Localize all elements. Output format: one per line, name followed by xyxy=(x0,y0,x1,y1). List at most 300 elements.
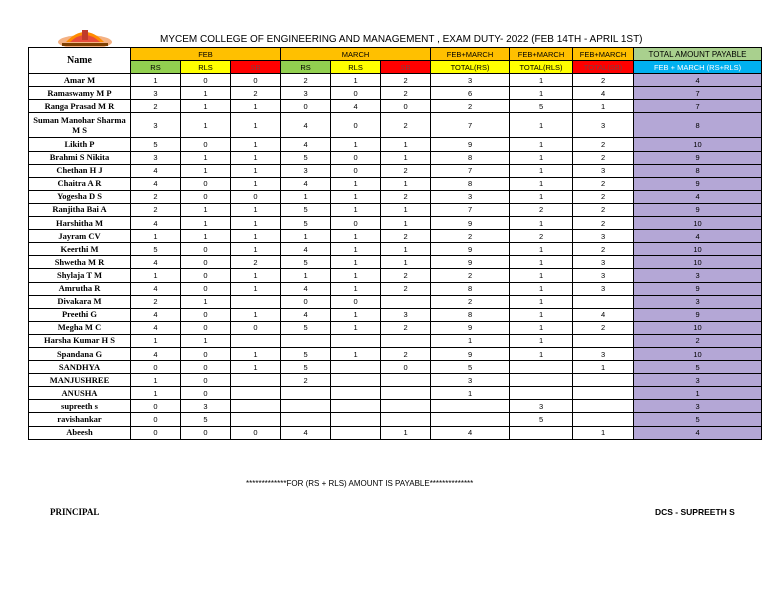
total-payable-cell: 3 xyxy=(634,269,762,282)
duty-count-cell: 1 xyxy=(231,138,281,151)
staff-name: ravishankar xyxy=(29,413,131,426)
duty-count-cell: 0 xyxy=(181,387,231,400)
duty-count-cell: 4 xyxy=(131,177,181,190)
total-payable-cell: 4 xyxy=(634,230,762,243)
table-row xyxy=(29,177,762,190)
table-row xyxy=(29,374,762,387)
duty-count-cell: 1 xyxy=(510,190,573,203)
duty-count-cell xyxy=(231,295,281,308)
duty-count-cell: 1 xyxy=(331,347,381,360)
duty-count-cell xyxy=(510,374,573,387)
duty-count-cell: 7 xyxy=(431,203,510,216)
duty-count-cell: 3 xyxy=(131,87,181,100)
duty-count-cell: 3 xyxy=(573,164,634,177)
duty-count-cell: 1 xyxy=(510,138,573,151)
duty-count-cell: 5 xyxy=(510,413,573,426)
duty-count-cell: 4 xyxy=(131,282,181,295)
duty-count-cell: 3 xyxy=(573,282,634,295)
table-row xyxy=(29,361,762,374)
duty-count-cell: 0 xyxy=(331,113,381,138)
header-march-sb: SB xyxy=(381,61,431,74)
duty-count-cell: 2 xyxy=(431,100,510,113)
duty-count-cell: 5 xyxy=(281,217,331,230)
duty-count-cell: 1 xyxy=(510,282,573,295)
duty-count-cell: 2 xyxy=(281,374,331,387)
duty-count-cell: 5 xyxy=(131,138,181,151)
duty-count-cell: 3 xyxy=(573,347,634,360)
duty-count-cell xyxy=(431,400,510,413)
table-row xyxy=(29,347,762,360)
staff-name: ANUSHA xyxy=(29,387,131,400)
total-payable-cell: 7 xyxy=(634,100,762,113)
duty-count-cell: 2 xyxy=(573,151,634,164)
duty-count-cell: 0 xyxy=(131,361,181,374)
duty-count-cell: 1 xyxy=(181,151,231,164)
duty-count-cell: 1 xyxy=(331,138,381,151)
duty-count-cell xyxy=(510,426,573,439)
staff-name: Shwetha M R xyxy=(29,256,131,269)
table-header-row-1 xyxy=(29,48,762,61)
duty-count-cell: 1 xyxy=(510,308,573,321)
duty-count-cell: 3 xyxy=(281,164,331,177)
header-march: MARCH xyxy=(281,48,431,61)
staff-name: Keerthi M xyxy=(29,243,131,256)
total-payable-cell: 9 xyxy=(634,177,762,190)
total-payable-cell: 4 xyxy=(634,74,762,87)
duty-count-cell: 1 xyxy=(381,256,431,269)
duty-count-cell xyxy=(231,400,281,413)
duty-count-cell: 0 xyxy=(231,426,281,439)
duty-count-cell: 7 xyxy=(431,113,510,138)
staff-name: Amar M xyxy=(29,74,131,87)
duty-count-cell: 2 xyxy=(573,177,634,190)
duty-count-cell: 1 xyxy=(573,100,634,113)
staff-name: Preethi G xyxy=(29,308,131,321)
total-payable-cell: 10 xyxy=(634,138,762,151)
staff-name: Shylaja T M xyxy=(29,269,131,282)
duty-count-cell: 6 xyxy=(431,87,510,100)
header-feb-rls: RLS xyxy=(181,61,231,74)
staff-name: Chaitra A R xyxy=(29,177,131,190)
header-feb-march-sb: FEB+MARCH xyxy=(573,48,634,61)
duty-count-cell: 0 xyxy=(181,138,231,151)
duty-count-cell: 1 xyxy=(131,374,181,387)
total-payable-cell: 4 xyxy=(634,426,762,439)
duty-count-cell: 4 xyxy=(281,113,331,138)
duty-count-cell: 0 xyxy=(181,190,231,203)
duty-count-cell: 8 xyxy=(431,282,510,295)
staff-name: SANDHYA xyxy=(29,361,131,374)
duty-count-cell: 3 xyxy=(510,400,573,413)
duty-count-cell: 1 xyxy=(231,217,281,230)
total-payable-cell: 8 xyxy=(634,113,762,138)
duty-count-cell: 1 xyxy=(573,426,634,439)
total-payable-cell: 2 xyxy=(634,334,762,347)
duty-count-cell: 9 xyxy=(431,243,510,256)
duty-count-cell: 1 xyxy=(510,269,573,282)
duty-count-cell: 4 xyxy=(281,177,331,190)
duty-count-cell xyxy=(573,334,634,347)
duty-count-cell: 0 xyxy=(231,190,281,203)
duty-count-cell: 8 xyxy=(431,308,510,321)
duty-count-cell xyxy=(431,413,510,426)
duty-count-cell: 2 xyxy=(381,87,431,100)
duty-count-cell xyxy=(331,400,381,413)
duty-count-cell: 2 xyxy=(381,113,431,138)
duty-count-cell: 1 xyxy=(510,74,573,87)
header-march-rls: RLS xyxy=(331,61,381,74)
duty-count-cell xyxy=(573,295,634,308)
duty-count-cell: 1 xyxy=(131,74,181,87)
duty-count-cell: 0 xyxy=(331,164,381,177)
duty-count-cell: 0 xyxy=(181,269,231,282)
signatory-label: DCS - SUPREETH S xyxy=(655,507,735,517)
duty-count-cell: 0 xyxy=(331,87,381,100)
duty-count-cell: 3 xyxy=(181,400,231,413)
duty-count-cell: 1 xyxy=(281,190,331,203)
total-payable-cell: 10 xyxy=(634,347,762,360)
table-row xyxy=(29,217,762,230)
duty-count-cell: 4 xyxy=(131,164,181,177)
principal-label: PRINCIPAL xyxy=(50,507,100,517)
duty-count-cell: 1 xyxy=(281,269,331,282)
duty-count-cell: 1 xyxy=(181,217,231,230)
header-total-rls: TOTAL(RLS) xyxy=(510,61,573,74)
total-payable-cell: 9 xyxy=(634,282,762,295)
duty-count-cell: 3 xyxy=(431,74,510,87)
table-body xyxy=(29,74,762,439)
table-row xyxy=(29,113,762,138)
table-row xyxy=(29,256,762,269)
duty-count-cell: 0 xyxy=(181,308,231,321)
duty-count-cell: 3 xyxy=(431,190,510,203)
duty-count-cell: 4 xyxy=(281,138,331,151)
duty-count-cell: 9 xyxy=(431,138,510,151)
duty-count-cell: 2 xyxy=(381,74,431,87)
duty-count-cell: 3 xyxy=(573,230,634,243)
table-row xyxy=(29,295,762,308)
duty-count-cell xyxy=(231,413,281,426)
duty-count-cell: 3 xyxy=(573,269,634,282)
duty-count-cell xyxy=(381,334,431,347)
total-payable-cell: 9 xyxy=(634,203,762,216)
header-feb-march-rls: FEB+MARCH xyxy=(510,48,573,61)
duty-count-cell: 1 xyxy=(331,243,381,256)
duty-count-cell: 1 xyxy=(381,177,431,190)
duty-count-cell: 1 xyxy=(131,387,181,400)
duty-count-cell: 2 xyxy=(381,164,431,177)
duty-count-cell: 0 xyxy=(381,361,431,374)
duty-count-cell: 7 xyxy=(431,164,510,177)
table-row xyxy=(29,334,762,347)
duty-count-cell: 1 xyxy=(510,334,573,347)
staff-name: Divakara M xyxy=(29,295,131,308)
duty-count-cell: 5 xyxy=(281,321,331,334)
duty-count-cell: 5 xyxy=(131,243,181,256)
table-row xyxy=(29,243,762,256)
table-row xyxy=(29,138,762,151)
payable-note: *************FOR (RS + RLS) AMOUNT IS PAYABLE************** xyxy=(246,479,474,488)
duty-count-cell xyxy=(331,426,381,439)
total-payable-cell: 8 xyxy=(634,164,762,177)
duty-count-cell: 1 xyxy=(231,308,281,321)
duty-count-cell: 1 xyxy=(181,164,231,177)
duty-count-cell: 0 xyxy=(181,347,231,360)
duty-count-cell xyxy=(381,387,431,400)
duty-count-cell: 1 xyxy=(181,203,231,216)
header-total-rs: TOTAL(RS) xyxy=(431,61,510,74)
duty-count-cell: 4 xyxy=(131,217,181,230)
table-row xyxy=(29,413,762,426)
total-payable-cell: 3 xyxy=(634,295,762,308)
duty-count-cell: 0 xyxy=(331,217,381,230)
duty-count-cell: 1 xyxy=(510,113,573,138)
duty-count-cell: 0 xyxy=(331,151,381,164)
duty-count-cell: 2 xyxy=(231,256,281,269)
duty-count-cell: 1 xyxy=(381,203,431,216)
duty-count-cell: 5 xyxy=(281,203,331,216)
duty-count-cell: 1 xyxy=(181,230,231,243)
duty-count-cell: 0 xyxy=(181,243,231,256)
duty-count-cell: 8 xyxy=(431,177,510,190)
total-payable-cell: 10 xyxy=(634,256,762,269)
duty-count-cell: 4 xyxy=(331,100,381,113)
staff-name: Likith P xyxy=(29,138,131,151)
duty-count-cell: 3 xyxy=(431,374,510,387)
table-row xyxy=(29,164,762,177)
table-row xyxy=(29,269,762,282)
total-payable-cell: 7 xyxy=(634,87,762,100)
duty-count-cell xyxy=(281,413,331,426)
duty-count-cell: 1 xyxy=(231,361,281,374)
duty-count-cell: 0 xyxy=(231,74,281,87)
duty-count-cell: 0 xyxy=(181,426,231,439)
duty-count-cell: 3 xyxy=(381,308,431,321)
duty-count-cell xyxy=(331,387,381,400)
duty-count-cell: 5 xyxy=(281,361,331,374)
duty-count-cell: 3 xyxy=(573,256,634,269)
duty-count-cell: 4 xyxy=(281,308,331,321)
duty-count-cell: 0 xyxy=(331,295,381,308)
duty-count-cell: 1 xyxy=(181,113,231,138)
duty-count-cell xyxy=(231,334,281,347)
table-row xyxy=(29,203,762,216)
staff-name: Spandana G xyxy=(29,347,131,360)
table-row xyxy=(29,190,762,203)
duty-count-cell xyxy=(381,400,431,413)
duty-count-cell: 1 xyxy=(431,334,510,347)
staff-name: Harshitha M xyxy=(29,217,131,230)
header-feb: FEB xyxy=(131,48,281,61)
duty-count-cell: 2 xyxy=(131,100,181,113)
duty-count-cell: 1 xyxy=(510,295,573,308)
header-name: Name xyxy=(29,48,131,74)
duty-count-cell: 1 xyxy=(231,269,281,282)
total-payable-cell: 5 xyxy=(634,413,762,426)
staff-name: Abeesh xyxy=(29,426,131,439)
duty-count-cell: 1 xyxy=(331,308,381,321)
duty-count-cell: 0 xyxy=(181,74,231,87)
duty-count-cell: 3 xyxy=(131,151,181,164)
table-row xyxy=(29,387,762,400)
duty-count-cell: 0 xyxy=(131,426,181,439)
duty-count-cell: 1 xyxy=(231,243,281,256)
duty-count-cell: 1 xyxy=(510,177,573,190)
duty-count-cell: 3 xyxy=(131,113,181,138)
duty-count-cell: 2 xyxy=(573,321,634,334)
table-row xyxy=(29,282,762,295)
staff-name: Ranjitha Bai A xyxy=(29,203,131,216)
duty-count-cell xyxy=(573,400,634,413)
duty-count-cell: 2 xyxy=(381,347,431,360)
staff-name: Suman Manohar Sharma M S xyxy=(29,113,131,138)
total-payable-cell: 3 xyxy=(634,400,762,413)
duty-count-cell: 1 xyxy=(231,164,281,177)
table-row xyxy=(29,426,762,439)
total-payable-cell: 1 xyxy=(634,387,762,400)
duty-count-cell: 0 xyxy=(231,321,281,334)
duty-count-cell: 4 xyxy=(131,321,181,334)
duty-count-cell: 1 xyxy=(331,74,381,87)
duty-count-cell: 4 xyxy=(131,308,181,321)
duty-count-cell: 3 xyxy=(573,113,634,138)
duty-count-cell: 1 xyxy=(381,151,431,164)
duty-count-cell xyxy=(510,387,573,400)
duty-count-cell xyxy=(281,334,331,347)
duty-count-cell: 1 xyxy=(281,230,331,243)
duty-count-cell: 0 xyxy=(181,177,231,190)
duty-count-cell: 9 xyxy=(431,347,510,360)
duty-count-cell: 1 xyxy=(231,100,281,113)
table-row xyxy=(29,74,762,87)
duty-count-cell: 5 xyxy=(281,256,331,269)
header-march-rs: RS xyxy=(281,61,331,74)
duty-count-cell: 1 xyxy=(181,334,231,347)
duty-count-cell xyxy=(331,413,381,426)
duty-count-cell: 2 xyxy=(381,282,431,295)
duty-count-cell: 2 xyxy=(573,190,634,203)
duty-count-cell: 1 xyxy=(510,321,573,334)
page-title: MYCEM COLLEGE OF ENGINEERING AND MANAGEMENT , EXAM DUTY- 2022 (FEB 14TH - APRIL 1ST) xyxy=(160,34,643,45)
header-total-sb: TOTAL(SB) xyxy=(573,61,634,74)
duty-count-cell: 0 xyxy=(181,321,231,334)
staff-name: Chethan H J xyxy=(29,164,131,177)
logo-banner-shape xyxy=(62,43,108,46)
duty-count-cell xyxy=(573,413,634,426)
duty-count-cell: 1 xyxy=(381,138,431,151)
duty-count-cell xyxy=(510,361,573,374)
duty-count-cell: 0 xyxy=(181,282,231,295)
duty-count-cell: 1 xyxy=(510,87,573,100)
duty-count-cell: 1 xyxy=(331,190,381,203)
duty-count-cell: 1 xyxy=(231,230,281,243)
total-payable-cell: 10 xyxy=(634,243,762,256)
duty-count-cell: 1 xyxy=(331,321,381,334)
duty-count-cell: 1 xyxy=(381,243,431,256)
duty-count-cell: 0 xyxy=(181,361,231,374)
header-total-amount-payable: TOTAL AMOUNT PAYABLE xyxy=(634,48,762,61)
staff-name: Ranga Prasad M R xyxy=(29,100,131,113)
duty-count-cell: 2 xyxy=(573,74,634,87)
duty-count-cell: 4 xyxy=(131,256,181,269)
staff-name: Ramaswamy M P xyxy=(29,87,131,100)
duty-count-cell: 0 xyxy=(281,295,331,308)
duty-count-cell: 1 xyxy=(510,151,573,164)
total-payable-cell: 10 xyxy=(634,321,762,334)
exam-duty-table xyxy=(28,47,762,440)
duty-count-cell: 1 xyxy=(231,151,281,164)
duty-count-cell: 2 xyxy=(573,138,634,151)
staff-name: Yogesha D S xyxy=(29,190,131,203)
duty-count-cell: 1 xyxy=(331,282,381,295)
duty-count-cell: 1 xyxy=(331,230,381,243)
total-payable-cell: 4 xyxy=(634,190,762,203)
duty-count-cell: 5 xyxy=(431,361,510,374)
staff-name: supreeth s xyxy=(29,400,131,413)
duty-count-cell: 5 xyxy=(510,100,573,113)
header-feb-sb: SB xyxy=(231,61,281,74)
duty-count-cell: 4 xyxy=(573,87,634,100)
total-payable-cell: 9 xyxy=(634,151,762,164)
duty-count-cell: 0 xyxy=(381,100,431,113)
duty-count-cell: 2 xyxy=(573,217,634,230)
duty-count-cell: 9 xyxy=(431,217,510,230)
duty-count-cell: 1 xyxy=(381,426,431,439)
duty-count-cell: 1 xyxy=(510,243,573,256)
duty-count-cell: 2 xyxy=(381,321,431,334)
duty-count-cell: 1 xyxy=(181,295,231,308)
duty-count-cell: 9 xyxy=(431,321,510,334)
duty-count-cell: 1 xyxy=(331,256,381,269)
duty-count-cell: 1 xyxy=(331,203,381,216)
duty-count-cell: 2 xyxy=(131,295,181,308)
duty-count-cell: 0 xyxy=(181,256,231,269)
duty-count-cell: 1 xyxy=(231,282,281,295)
duty-count-cell: 1 xyxy=(510,164,573,177)
table-row xyxy=(29,308,762,321)
duty-count-cell: 1 xyxy=(331,177,381,190)
header-feb-rs: RS xyxy=(131,61,181,74)
duty-count-cell xyxy=(381,374,431,387)
duty-count-cell: 1 xyxy=(381,217,431,230)
duty-count-cell: 2 xyxy=(431,295,510,308)
table-row xyxy=(29,100,762,113)
duty-count-cell: 3 xyxy=(281,87,331,100)
duty-count-cell xyxy=(381,295,431,308)
duty-count-cell: 1 xyxy=(181,100,231,113)
duty-count-cell: 2 xyxy=(510,230,573,243)
duty-count-cell: 2 xyxy=(381,230,431,243)
duty-count-cell: 2 xyxy=(131,203,181,216)
duty-count-cell xyxy=(231,387,281,400)
logo-tower-shape xyxy=(82,30,88,40)
total-payable-cell: 10 xyxy=(634,217,762,230)
total-payable-cell: 9 xyxy=(634,308,762,321)
duty-count-cell: 9 xyxy=(431,256,510,269)
total-payable-cell: 5 xyxy=(634,361,762,374)
duty-count-cell xyxy=(381,413,431,426)
table-row xyxy=(29,321,762,334)
duty-count-cell: 2 xyxy=(431,269,510,282)
duty-count-cell: 5 xyxy=(181,413,231,426)
duty-count-cell xyxy=(231,374,281,387)
staff-name: Brahmi S Nikita xyxy=(29,151,131,164)
duty-count-cell: 1 xyxy=(510,347,573,360)
duty-count-cell: 1 xyxy=(510,217,573,230)
staff-name: Harsha Kumar H S xyxy=(29,334,131,347)
duty-count-cell: 2 xyxy=(381,269,431,282)
duty-count-cell: 1 xyxy=(231,113,281,138)
